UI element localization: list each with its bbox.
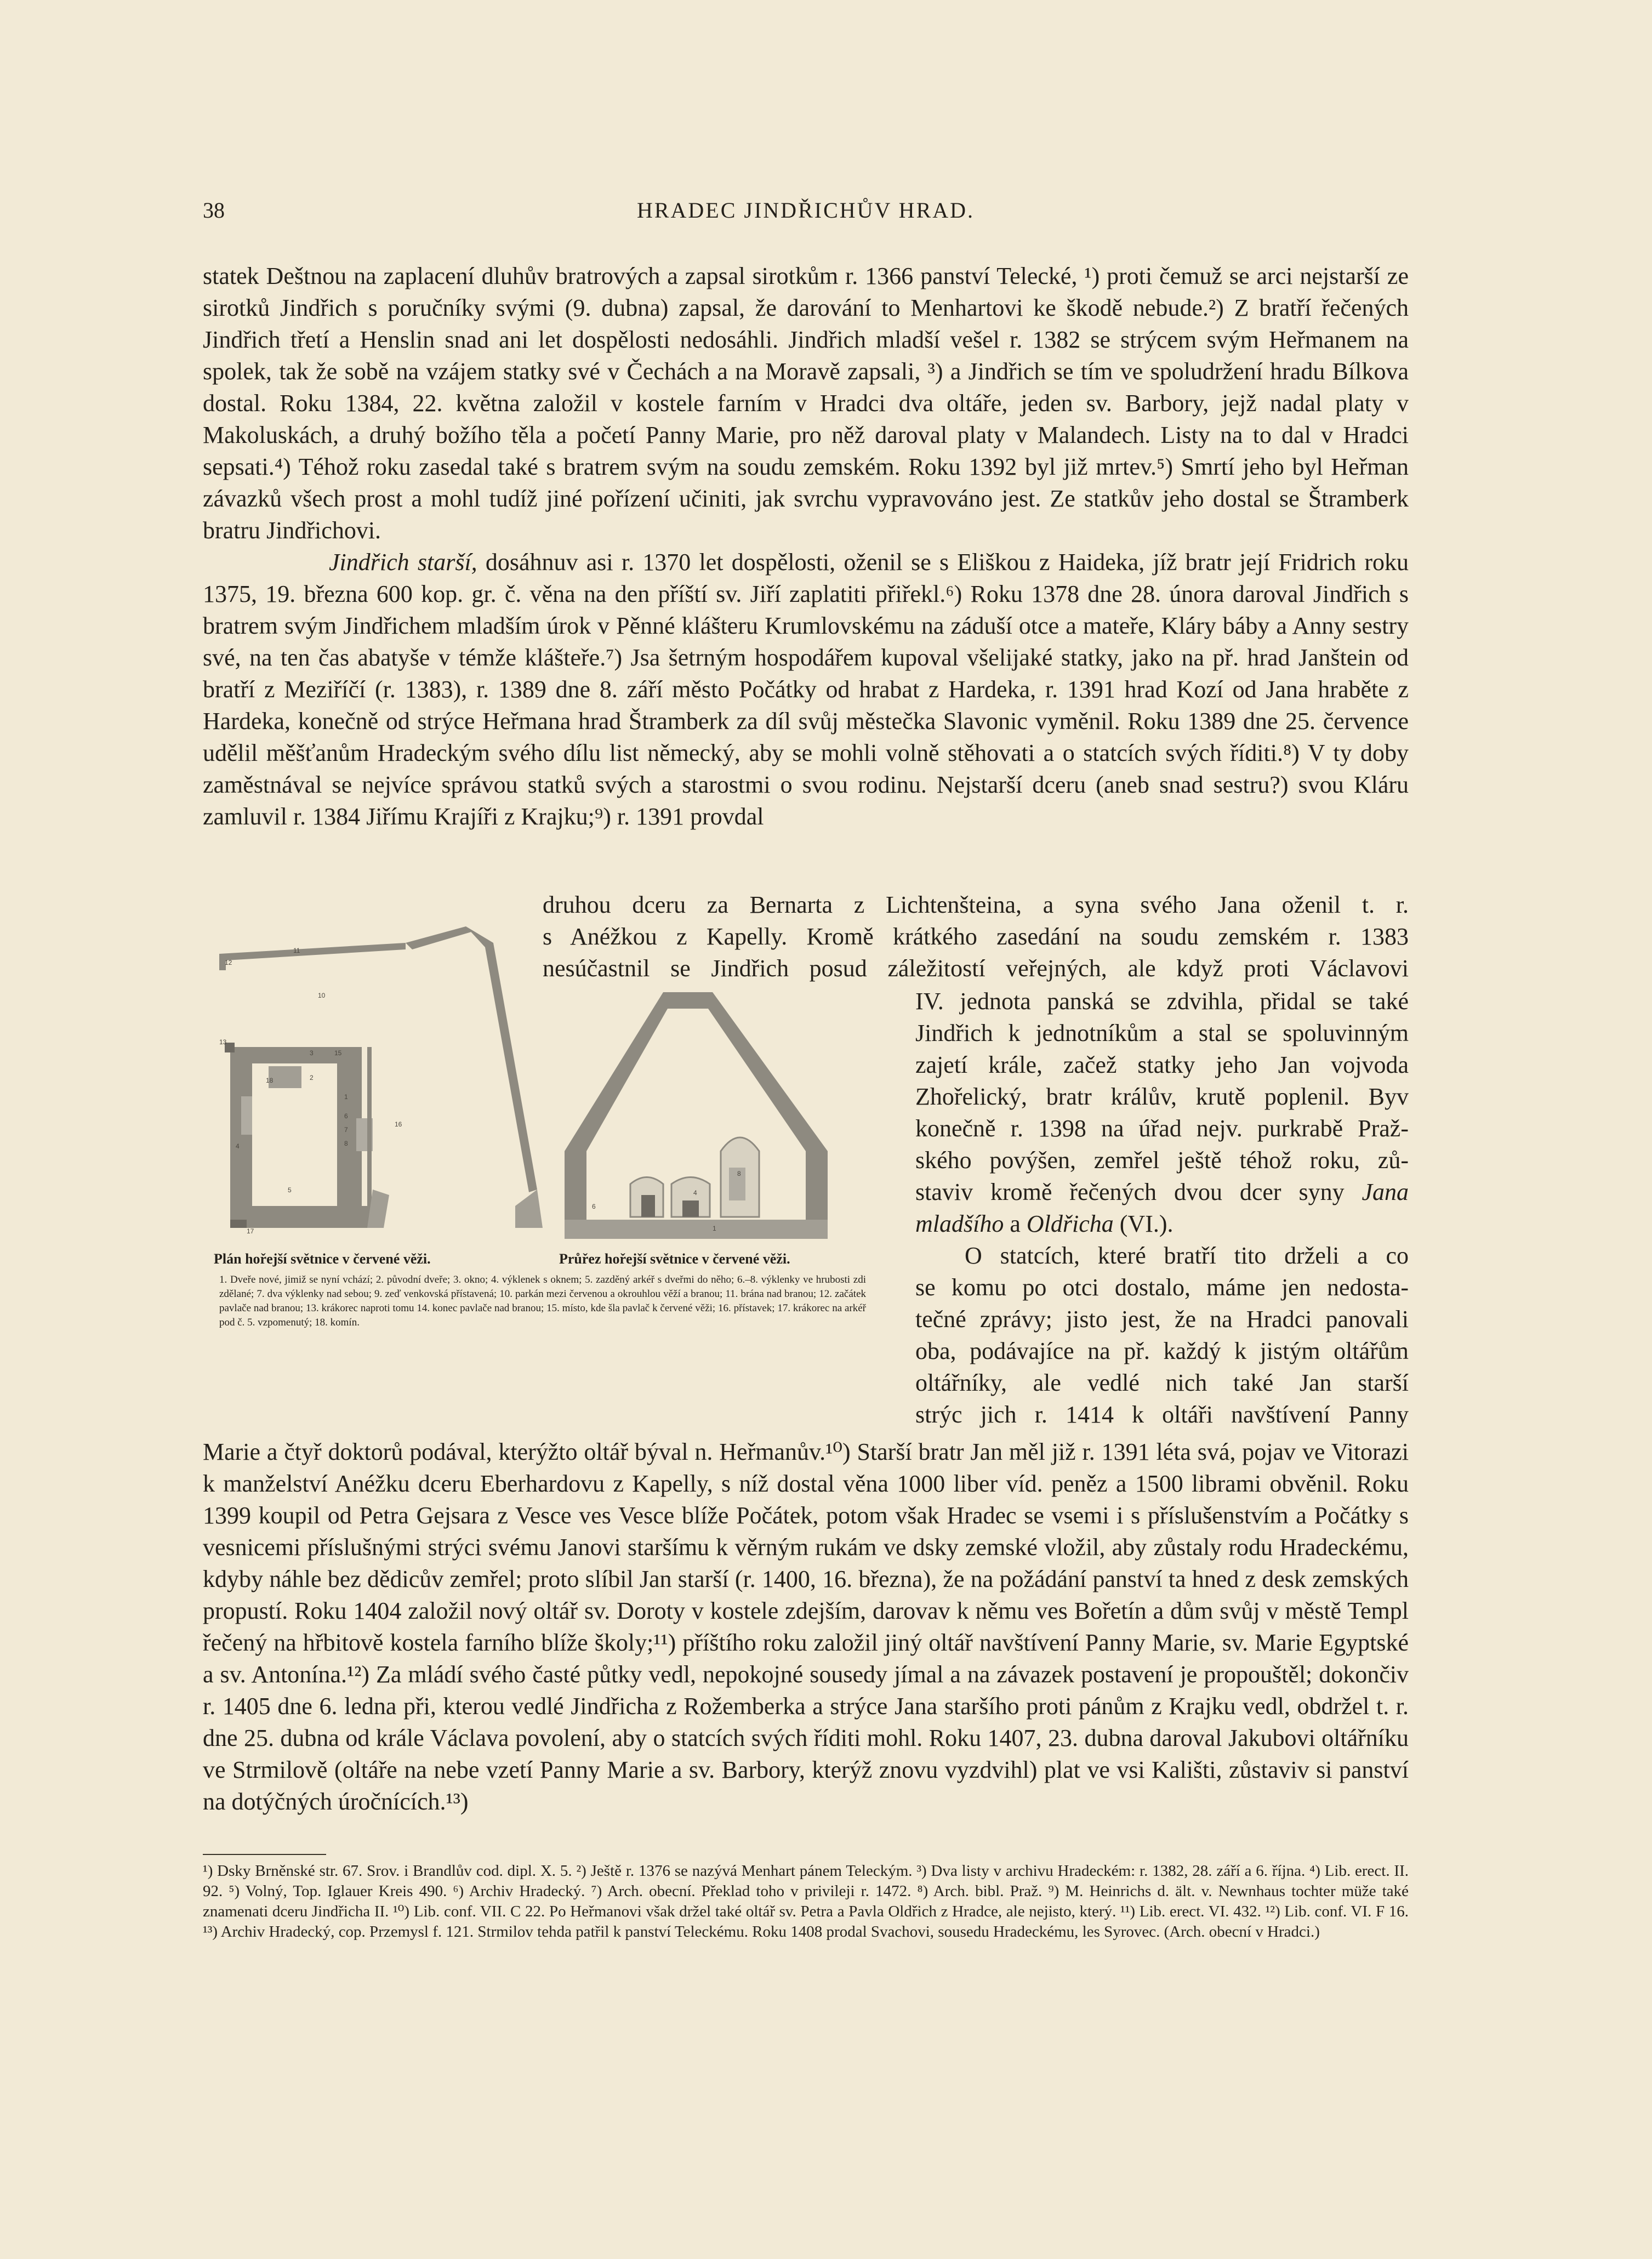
footnote-divider: [203, 1854, 326, 1855]
section-number: 6: [592, 1203, 596, 1210]
main-text-bottom: [203, 1436, 1409, 1818]
main-text-top: [203, 260, 1409, 833]
plan-number: 12: [225, 959, 232, 966]
page-number: 38: [203, 198, 225, 223]
plan-number: 13: [219, 1038, 227, 1046]
text-line: O statcích, které bratří tito drželi a co: [965, 1242, 1409, 1269]
running-head: [203, 197, 1409, 230]
section-number: 1: [713, 1225, 716, 1232]
text-line: s Anéžkou z Kapelly. Kromě krátkého zasedání na soudu zemském r. 1383: [543, 923, 1409, 950]
person-name: Jindřich starší,: [329, 549, 477, 576]
figure-legend: 1. Dveře nové, jimiž se nyní vchází; 2. původní dveře; 3. okno; 4. výklenek s oknem; 5. zazděný arkéř s dveřmi do něho; 6.–8. výklenky ve hrubosti zdi zdělané; 7. dva výklenky nad sebou; 9. zeď venkovská přístavená; 10. parkán mezi červenou a okrouhlou věží a branou; 11. brána nad branou; 12. začátek pavlače nad branou; 13. krákorec naproti tomu 14. konec pavlače nad branou; 15. místo, kde šla pavlač k červené věži; 16. přístavek; 17. krákorec na arkéř pod č. 5. vzpomenutý; 18. komín.: [219, 1274, 866, 1328]
footnotes: ¹) Dsky Brněnské str. 67. Srov. i Brandlův cod. dipl. X. 5. ²) Ještě r. 1376 se nazývá Menhart pánem Teleckým. ³) Dva listy v archivu Hradeckém: r. 1382, 28. září a 6. října. ⁴) Lib. erect. II. 92. ⁵) Volný, Top. Iglauer Kreis 490. ⁶) Archiv Hradecký. ⁷) Arch. obecní. Překlad toho v privileji r. 1472. ⁸) Arch. bibl. Praž. ⁹) M. Heinrichs d. ält. v. Newnhaus tochter müže také znamenati dceru Jindřicha II. ¹⁰) Lib. conf. VII. C 22. Po Heřmanovi však držel také oltář sv. Petra a Pavla Oldřich z Hradce, ale nejisto, který. ¹¹) Lib. erect. VI. 432. ¹²) Lib. conf. VI. F 16. ¹³) Archiv Hradecký, cop. Przemysl f. 121. Strmilov tehda patřil k panství Teleckému. Roku 1408 prodal Svachovi, sousedu Hradeckému, les Syrovec. (Arch. obecní v Hradci.): [203, 1862, 1409, 1941]
plan-number: 15: [334, 1049, 342, 1057]
text-line: konečně r. 1398 na úřad nejv. purkrabě Praž-: [915, 1115, 1409, 1142]
plan-number: 7: [344, 1126, 348, 1134]
plan-number: 4: [236, 1142, 240, 1150]
section-caption: Průřez hořejší světnice v červené věži.: [559, 1251, 790, 1267]
line-text: (VI.).: [1113, 1210, 1174, 1237]
text-line: ského povýšen, zemřel ještě téhož roku, zů-: [915, 1147, 1409, 1174]
text-line: tečné zprávy; jisto jest, že na Hradci panovali: [915, 1306, 1409, 1333]
section-number: 4: [693, 1189, 697, 1197]
text-line: se komu po otci dostalo, máme jen nedosta-: [915, 1274, 1409, 1301]
text-line: IV. jednota panská se zdvihla, přidal se také: [915, 988, 1409, 1015]
text-line: oltářníky, ale vedlé nich také Jan starší: [915, 1369, 1409, 1396]
text-line: Zhořelický, bratr králův, krutě poplenil. Byv: [915, 1083, 1409, 1110]
figure-group: [203, 915, 882, 1328]
person-name: mladšího: [915, 1210, 1004, 1237]
plan-number: 1: [344, 1093, 348, 1101]
plan-number: 3: [310, 1049, 314, 1057]
plan-number: 18: [266, 1077, 274, 1084]
section-number: 8: [737, 1170, 741, 1177]
text-line: [915, 1176, 1409, 1208]
text-line: strýc jich r. 1414 k oltáři navštívení Panny: [915, 1401, 1409, 1428]
plan-caption: Plán hořejší světnice v červené věži.: [214, 1251, 431, 1267]
person-name: Jana: [1362, 1179, 1409, 1205]
person-name: Oldřicha: [1026, 1210, 1114, 1237]
paragraph-text: dosáhnuv asi r. 1370 let dospělosti, oženil se s Eliškou z Haideka, jíž bratr její Fridrich roku 1375, 19. března 600 kop. gr. č. věna na den příští sv. Jiří zaplatiti přiřekl.⁶) Roku 1378 dne 28. února daroval Jindřich s bratrem svým Jindřichem mladším úrok v Pěnné klášteru Krumlovskému na záduší otce a mateře, Kláry báby a Anny sestry své, na ten čas abatyše v témže klášteře.⁷) Jsa šetrným hospodářem kupoval všelijaké statky, jako na př. hrad Janštein od bratří z Meziříčí (r. 1383), r. 1389 dne 8. září město Počátky od hrabat z Hardeka, r. 1391 hrad Kozí od Jana hraběte z Hardeka, konečně od strýce Heřmana hrad Štramberk za díl svůj městečka Slavonic vyměnil. Roku 1389 dne 25. července udělil měšťanům Hradeckým svého dílu list německý, aby se mohli volně stěhovati a o statcích svých říditi.⁸) V ty doby zaměstnával se nejvíce správou statků svých a starostmi o svou rodinu. Nejstarší dceru (aneb snad sestru?) svou Kláru zamluvil r. 1384 Jiřímu Krajíři z Krajku;⁹) r. 1391 provdal: [203, 549, 1409, 830]
plan-number: 8: [344, 1140, 348, 1147]
plan-number: 6: [344, 1112, 348, 1120]
plan-number: 2: [310, 1074, 314, 1082]
plan-number: 10: [318, 992, 326, 999]
plan-number: 17: [247, 1227, 254, 1235]
cross-section-figure: [554, 987, 877, 1239]
text-line: druhou dceru za Bernarta z Lichtenšteina, a syna svého Jana oženil t. r.: [543, 891, 1409, 918]
line-text: staviv kromě řečených dvou dcer syny: [915, 1179, 1345, 1205]
paragraph: Marie a čtyř doktorů podával, kterýžto oltář býval n. Heřmanův.¹⁰) Starší bratr Jan měl již r. 1391 léta svá, pojav ve Vitorazi k manželství Anéžku dceru Eberhardovu z Kapelly, s níž dostal věna 1000 liber víd. peněz a 1500 librami obvěnil. Roku 1399 koupil od Petra Gejsara z Vesce ves Vesce blíže Počátek, potom však Hradec se vsemi i s příslušenstvím a Počátky s vesnicemi příslušnými strýci svému Janovi staršímu k věrným rukám ve dsky zemské vložil, aby zůstaly rodu Hradeckému, kdyby náhle bez dědicův zemřel; proto slíbil Jan starší (r. 1400, 16. března), že na požádání panství ta hned z desk zemských propustí. Roku 1404 založil nový oltář sv. Doroty v kostele zdejším, darovav k němu ves Bořetín a dům svůj v městě Templ řečený na hřbitově kostela farního blíže školy;¹¹) příštího roku založil jiný oltář navštívení Panny Marie, sv. Marie Egyptské a sv. Antonína.¹²) Za mládí svého časté půtky vedl, nepokojné sousedy jímal a na závazek postavení je propouštěl; dokončiv r. 1405 dne 6. ledna při, kterou vedlé Jindřicha z Rožemberka a strýce Jana staršího proti pánům z Krajku vedl, obdržel t. r. dne 25. dubna od krále Václava povolení, aby o statcích svých říditi mohl. Roku 1407, 23. dubna daroval Jakubovi oltářníku ve Strmilově (oltáře na nebe vzetí Panny Marie a sv. Barbory, kterýž znovu vyzdvihl) plat ve vsi Kališti, zůstaviv si panství na dotýčných úročnících.¹³): [203, 1438, 1409, 1815]
line-text: a: [1004, 1210, 1027, 1237]
text-line: oba, podávajíce na př. každý k jistým oltářům: [915, 1338, 1409, 1364]
floor-plan-figure: [208, 921, 559, 1239]
plan-number: 11: [293, 947, 300, 954]
paragraph: statek Deštnou na zaplacení dluhův bratrových a zapsal sirotkům r. 1366 panství Telecké, ¹) proti čemuž se arci nejstarší ze sirotků Jindřich s poručníky svými (9. dubna) zapsal, že darování to Menhartovi ke škodě nebude.²) Z bratří řečených Jindřich třetí a Henslin snad ani let dospělosti nedosáhli. Jindřich mladší vešel r. 1382 se strýcem svým Heřmanem na spolek, tak že sobě na vzájem statky své v Čechách a na Moravě zapsali, ³) a Jindřich se tím ve spoludržení hradu Bílkova dostal. Roku 1384, 22. května založil v kostele farním v Hradci dva oltáře, jeden sv. Barbory, jejž nadal platy v Makoluskách, a druhý božího těla a početí Panny Marie, pro něž daroval platy v Malandech. Listy na to dal v Hradci sepsati.⁴) Téhož roku zasedal také s bratrem svým na soudu zemském. Roku 1392 byl již mrtev.⁵) Smrtí jeho byl Heřman závazků všech prost a mohl tudíž jiné pořízení učiniti, jak svrchu vypravováno jest. Ze statkův jeho dostal se Štramberk bratru Jindřichovi.: [203, 263, 1409, 544]
plan-number: 5: [288, 1186, 292, 1194]
text-line: nesúčastnil se Jindřich posud záležitostí veřejných, ale když proti Václavovi: [543, 955, 1409, 982]
text-line: [915, 1208, 1409, 1240]
text-line: zajetí krále, začež statky jeho Jan vojvoda: [915, 1051, 1409, 1078]
paragraph: [203, 547, 1409, 833]
text-line: Jindřich k jednotníkům a stal se spoluvinným: [915, 1020, 1409, 1046]
plan-number: 16: [395, 1120, 402, 1128]
running-title: HRADEC JINDŘICHŮV HRAD.: [636, 198, 975, 223]
